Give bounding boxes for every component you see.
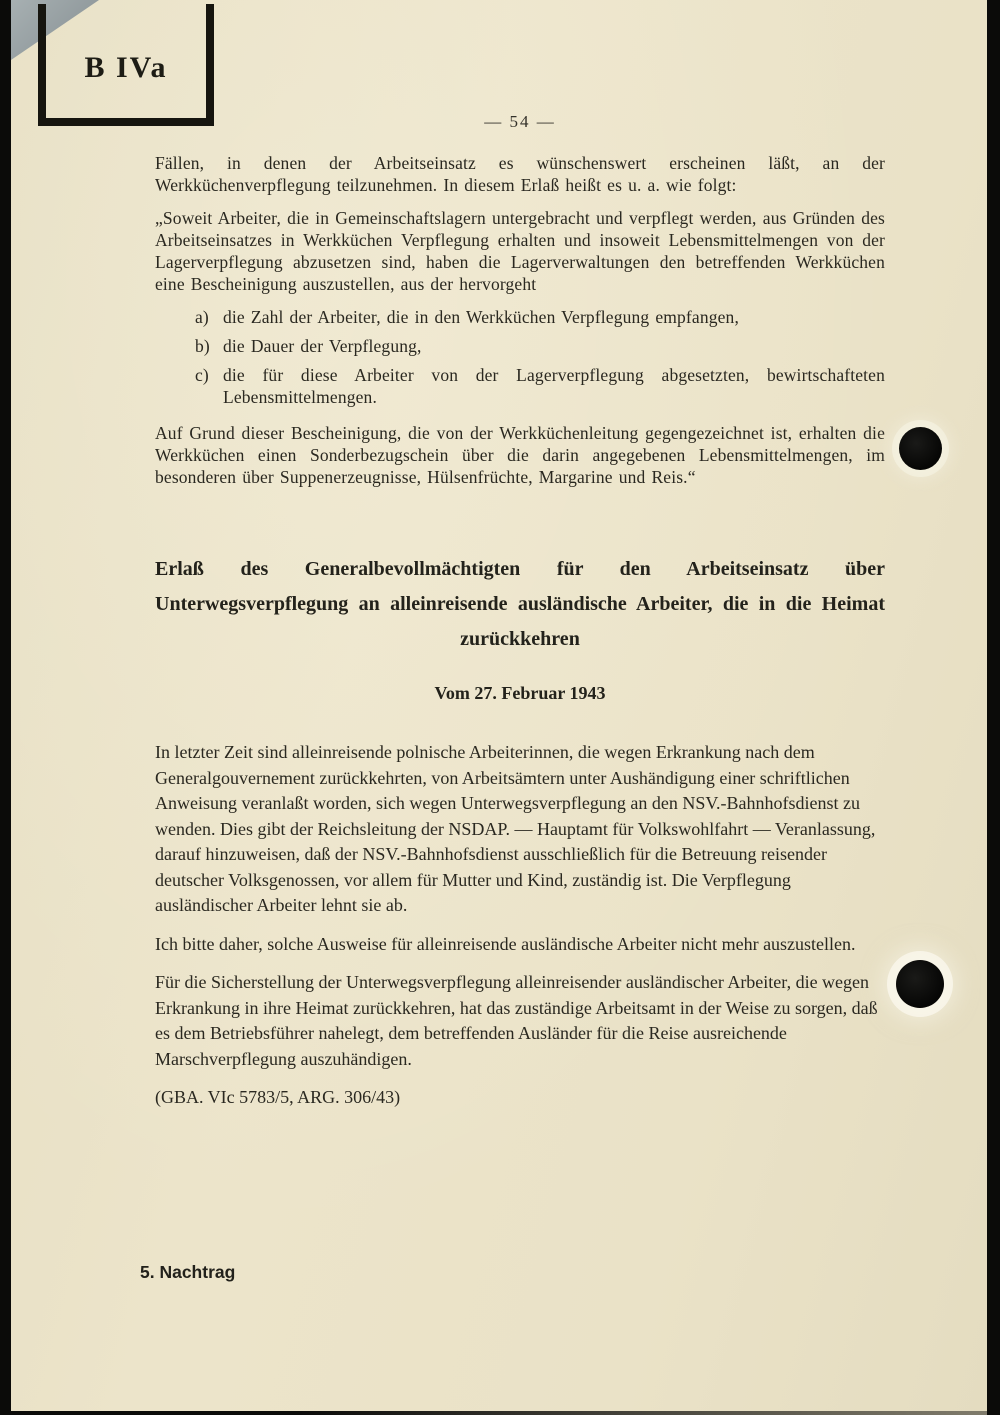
page-content xyxy=(155,152,885,1124)
scan-edge-left xyxy=(0,0,11,1415)
decree-title: Erlaß des Generalbevollmächtigten für den Arbeitseinsatz über Unterwegsverpflegung an alleinreisende ausländische Arbeiter, die in die Heimat zurückkehren xyxy=(155,558,885,650)
list-marker-b: b) xyxy=(195,336,210,356)
quote-paragraph: „Soweit Arbeiter, die in Gemeinschaftslagern untergebracht und verpflegt werden, aus Gründen des Arbeitseinsatzes in Werkküchen Verpflegung erhalten und insoweit Lebensmittelmengen von der Lagerverpflegung abzusetzen sind, haben die Lagerverwaltungen den betreffenden Werkküchen eine Bescheinigung auszustellen, aus der hervorgeht xyxy=(155,208,885,294)
list-item-a xyxy=(155,306,885,328)
list-marker-c: c) xyxy=(195,365,209,385)
decree-paragraph-1: In letzter Zeit sind alleinreisende polnische Arbeiterinnen, die wegen Erkrankung nach dem Generalgouvernement zurückkehrten, von Arbeitsämtern unter Aushändigung einer schriftlichen Anweisung veranlaßt worden, sich wegen Unterwegsverpflegung an den NSV.-Bahnhofsdienst zu wenden. Dies gibt der Reichsleitung der NSDAP. — Hauptamt für Volkswohlfahrt — Veranlassung, darauf hinzuweisen, daß der NSV.-Bahnhofsdienst ausschließlich für die Betreuung reisender deutscher Volksgenossen, vor allem für Mutter und Kind, zuständig ist. Die Verpflegung ausländischer Arbeiter lehnt sie ab. xyxy=(155,742,876,915)
closing-paragraph: Auf Grund dieser Bescheinigung, die von der Werkküchenleitung gegengezeichnet ist, erhalten die Werkküchen einen Sonderbezugschein über die darin angegebenen Lebensmittelmengen, im besonderen über Suppenerzeugnisse, Hülsenfrüchte, Margarine und Reis.“ xyxy=(155,423,885,487)
scan-edge-bottom xyxy=(0,1411,1000,1415)
list-item-c xyxy=(155,364,885,408)
list-text-a: die Zahl der Arbeiter, die in den Werkküchen Verpflegung empfangen, xyxy=(223,307,739,327)
decree-paragraph-2: Ich bitte daher, solche Ausweise für alleinreisende ausländische Arbeiter nicht mehr auszustellen. xyxy=(155,933,856,954)
list-text-c: die für diese Arbeiter von der Lagerverpflegung abgesetzten, bewirtschafteten Lebensmittelmengen. xyxy=(223,365,885,407)
scan-edge-right xyxy=(987,0,1000,1415)
stamp-label: B IVa xyxy=(84,51,168,84)
supplement-label: 5. Nachtrag xyxy=(140,1262,236,1282)
decree-date: Vom 27. Februar 1943 xyxy=(434,683,606,703)
quote-list xyxy=(155,306,885,408)
punch-hole-bottom xyxy=(896,960,944,1008)
page-number: — 54 — xyxy=(484,112,556,131)
list-text-b: die Dauer der Verpflegung, xyxy=(223,336,422,356)
file-reference: (GBA. VIc 5783/5, ARG. 306/43) xyxy=(155,1087,401,1107)
intro-paragraph: Fällen, in denen der Arbeitseinsatz es wünschenswert erscheinen läßt, an der Werkküchenverpflegung teilzunehmen. In diesem Erlaß heißt es u. a. wie folgt: xyxy=(155,153,885,195)
classification-stamp-box xyxy=(38,4,214,126)
decree-paragraph-3: Für die Sicherstellung der Unterwegsverpflegung alleinreisender ausländischer Arbeiter, die wegen Erkrankung in ihre Heimat zurückkehren, hat das zuständige Arbeitsamt in der Weise zu sorgen, daß es dem Betriebsführer nahelegt, dem betreffenden Ausländer für die Reise ausreichende Marschverpflegung auszuhändigen. xyxy=(155,972,878,1069)
punch-hole-top xyxy=(899,427,942,470)
list-item-b xyxy=(155,335,885,357)
list-marker-a: a) xyxy=(195,307,209,327)
